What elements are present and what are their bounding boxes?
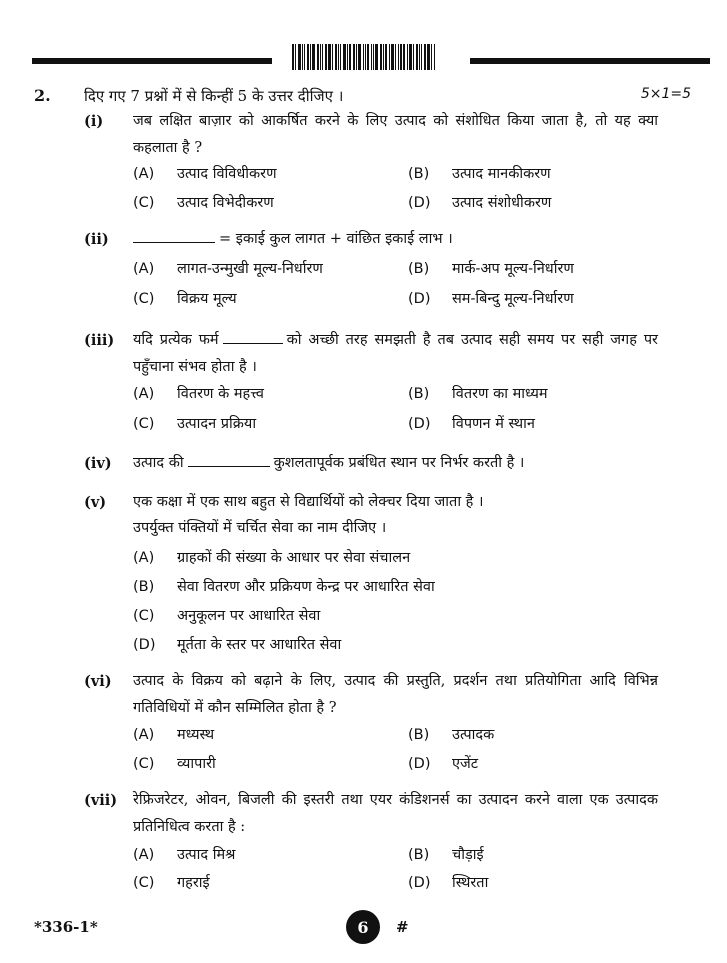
barcode-stripe [298,44,301,70]
option-i-a [133,164,277,184]
barcode-stripe [335,44,337,70]
question-instruction: दिए गए 7 प्रश्नों में से किन्हीं 5 के उत्तर दीजिए । [84,87,344,105]
barcode-stripe [400,44,402,70]
subquestion-text: = इकाई कुल लागत + वांछित इकाई लाभ । [219,231,453,247]
barcode-stripe [320,44,321,70]
barcode-stripe [380,44,382,70]
option-label: (A) [133,261,155,277]
barcode-stripe [431,44,432,70]
option-label: (B) [408,847,430,863]
barcode-stripe [340,44,341,70]
subquestion-number: (iii) [84,332,115,349]
option-v-a [133,548,410,568]
header-rule-left [32,58,272,64]
option-vi-c [133,754,216,774]
subquestion-line [133,226,658,253]
answer-blank [188,452,270,467]
barcode-stripe [325,44,327,70]
option-v-d [133,635,341,655]
question-number: 2. [34,86,51,105]
option-text: उत्पादक [452,727,495,743]
option-text: उत्पाद संशोधीकरण [452,195,552,211]
question-marks: 5×1=5 [640,86,691,102]
subquestion-text-2: उपर्युक्त पंक्तियों में चर्चित सेवा का नाम दीजिए । [133,520,387,536]
option-text: स्थिरता [452,875,489,891]
barcode-stripe [365,44,366,70]
option-text: ग्राहकों की संख्या के आधार पर सेवा संचालन [177,550,411,566]
barcode-stripe [395,44,396,70]
option-text: अनुकूलन पर आधारित सेवा [177,608,321,624]
answer-blank [223,329,283,344]
barcode-stripe [349,44,351,70]
barcode-stripe [383,44,384,70]
barcode-stripe [391,44,394,70]
option-vii-b [408,845,484,865]
barcode-stripe [328,44,331,70]
barcode-stripe [295,44,296,70]
barcode-stripe [389,44,390,70]
option-ii-a [133,259,323,279]
option-label: (B) [408,727,430,743]
option-label: (D) [408,756,431,772]
barcode-stripe [419,44,420,70]
option-label: (D) [408,195,431,211]
barcode-stripe [375,44,378,70]
barcode-stripe [373,44,374,70]
barcode-stripe [416,44,418,70]
subquestion-line [133,327,658,381]
barcode-stripe [398,44,399,70]
option-text: वितरण के महत्त्व [177,386,264,402]
option-label: (A) [133,847,155,863]
subquestion-text: उत्पाद के विक्रय को बढ़ाने के लिए, उत्पाद की प्रस्तुति, प्रदर्शन तथा प्रतियोगिता आदि विभिन्न गतिविधियों में कौन सम्मिलित होता है ? [133,673,658,716]
barcode-stripe [307,44,309,70]
barcode-stripe [356,44,357,70]
option-vi-b [408,725,494,745]
option-label: (C) [133,416,155,432]
option-label: (C) [133,608,155,624]
barcode-stripe [302,44,303,70]
option-iii-b [408,384,548,404]
option-iii-d [408,414,535,434]
option-label: (D) [408,291,431,307]
option-ii-b [408,259,574,279]
barcode-stripe [343,44,346,70]
barcode-stripe [407,44,408,70]
barcode-stripe [385,44,387,70]
option-label: (D) [408,416,431,432]
option-text: मूर्तता के स्तर पर आधारित सेवा [177,637,342,653]
barcode-stripe [353,44,355,70]
option-i-b [408,164,551,184]
option-text: चौड़ाई [452,847,484,863]
option-iii-a [133,384,264,404]
footer-mark: # [396,918,409,936]
subquestion-text: जब लक्षित बाज़ार को आकर्षित करने के लिए उत्पाद को संशोधित किया जाता है, तो यह क्या कहलाता है ? [133,113,658,156]
subquestion-number: (v) [84,494,107,511]
option-text: एजेंट [452,756,479,772]
barcode-stripe [363,44,364,70]
option-text: उत्पाद मिश्र [177,847,236,863]
barcode-stripe [403,44,405,70]
subquestion-number: (ii) [84,231,109,248]
paper-code: *336-1* [34,918,98,936]
option-text: मार्क-अप मूल्य-निर्धारण [452,261,574,277]
option-label: (A) [133,550,155,566]
option-vi-d [408,754,478,774]
barcode-stripe [332,44,333,70]
option-label: (B) [408,166,430,182]
option-text: उत्पाद विभेदीकरण [177,195,274,211]
option-label: (C) [133,875,155,891]
barcode-stripe [421,44,422,70]
subquestion-text-after: कुशलतापूर्वक प्रबंधित स्थान पर निर्भर करती है । [273,455,525,471]
option-vii-c [133,873,210,893]
barcode-stripe [322,44,323,70]
page-number: 6 [346,910,380,944]
option-text: उत्पादन प्रक्रिया [177,416,257,432]
option-text: गहराई [177,875,210,891]
option-label: (C) [133,756,155,772]
barcode-stripe [434,44,435,70]
subquestion-text-before: उत्पाद की [133,455,184,471]
option-text: विपणन में स्थान [452,416,535,432]
option-vii-a [133,845,235,865]
option-label: (B) [408,386,430,402]
option-text: सेवा वितरण और प्रक्रियण केन्द्र पर आधारित सेवा [177,579,435,595]
barcode-stripe [413,44,414,70]
option-text: मध्यस्थ [177,727,215,743]
barcode-stripe [312,44,315,70]
option-i-c [133,193,274,213]
option-v-b [133,577,435,597]
option-v-c [133,606,320,626]
option-label: (D) [133,637,156,653]
barcode-stripe [317,44,319,70]
subquestion-number: (vii) [84,792,118,809]
barcode-stripe [409,44,412,70]
option-label: (D) [408,875,431,891]
option-label: (B) [133,579,155,595]
barcode-stripe [371,44,372,70]
option-label: (B) [408,261,430,277]
option-vii-d [408,873,488,893]
subquestion-text: रेफ्रिजरेटर, ओवन, बिजली की इस्तरी तथा एयर कंडिशनर्स का उत्पादन करने वाला एक उत्पादक प्रतिनिधित्व करता है : [133,792,658,835]
barcode-stripe [427,44,430,70]
barcode-stripe [304,44,305,70]
barcode-stripe [367,44,369,70]
barcode-stripe [358,44,361,70]
barcode-stripe [347,44,348,70]
subquestion-number: (iv) [84,455,112,472]
option-label: (C) [133,291,155,307]
subquestion-number: (vi) [84,673,112,690]
barcode-stripe [424,44,426,70]
option-label: (A) [133,166,155,182]
barcode [292,44,452,70]
option-text: लागत-उन्मुखी मूल्य-निर्धारण [177,261,323,277]
subquestion-number: (i) [84,113,104,130]
option-vi-a [133,725,214,745]
barcode-stripe [338,44,339,70]
option-text: व्यापारी [177,756,216,772]
barcode-stripe [292,44,294,70]
option-text: उत्पाद विविधीकरण [177,166,277,182]
header-rule-right [470,58,710,64]
option-ii-d [408,289,574,309]
option-label: (C) [133,195,155,211]
option-text: विक्रय मूल्य [177,291,237,307]
option-label: (A) [133,727,155,743]
option-label: (A) [133,386,155,402]
answer-blank [133,228,215,243]
subquestion-line [133,450,658,477]
subquestion-text-after: को अच्छी तरह समझती है तब उत्पाद सही समय पर सही जगह पर पहुँचाना संभव होता है । [133,332,658,375]
option-ii-c [133,289,237,309]
subquestion-text: एक कक्षा में एक साथ बहुत से विद्यार्थियों को लेक्चर दिया जाता है । [133,494,484,510]
option-i-d [408,193,551,213]
subquestion-text-before: यदि प्रत्येक फर्म [133,332,219,348]
option-text: वितरण का माध्यम [452,386,548,402]
option-iii-c [133,414,256,434]
barcode-stripe [310,44,311,70]
option-text: सम-बिन्दु मूल्य-निर्धारण [452,291,574,307]
option-text: उत्पाद मानकीकरण [452,166,551,182]
question-header [0,86,727,108]
